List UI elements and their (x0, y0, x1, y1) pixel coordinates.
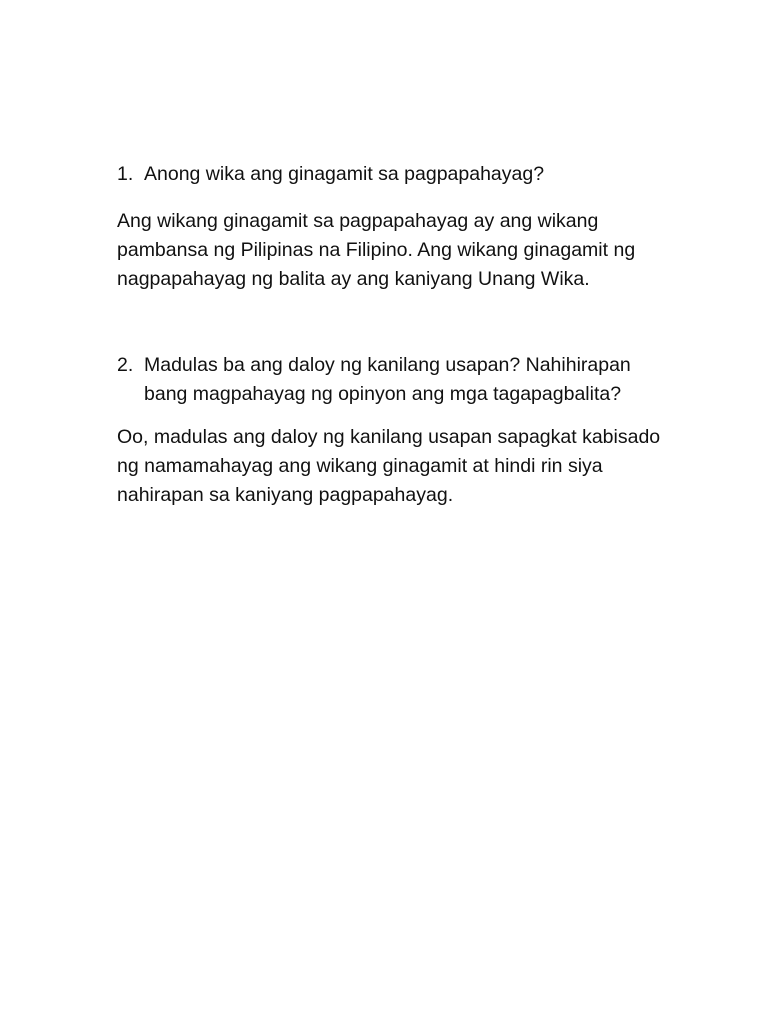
question-2-text: Madulas ba ang daloy ng kanilang usapan? Nahihirapan bang magpahayag ng opinyon ang mga tagapagbalita? (144, 354, 631, 405)
answer-1: Ang wikang ginagamit sa pagpapahayag ay ang wikang pambansa ng Pilipinas na Filipino. Ang wikang ginagamit ng nagpapahayag ng balita ay ang kaniyang Unang Wika. (117, 210, 636, 290)
question-2 (117, 351, 677, 409)
question-2-number: 2. (117, 354, 134, 376)
document-content (117, 160, 677, 510)
answer-2: Oo, madulas ang daloy ng kanilang usapan sapagkat kabisado ng namamahayag ang wikang ginagamit at hindi rin siya nahirapan sa kaniyang pagpapahayag. (117, 426, 661, 506)
question-1-text: Anong wika ang ginagamit sa pagpapahayag? (144, 163, 545, 185)
question-1-number: 1. (117, 163, 134, 185)
question-1 (117, 160, 677, 189)
